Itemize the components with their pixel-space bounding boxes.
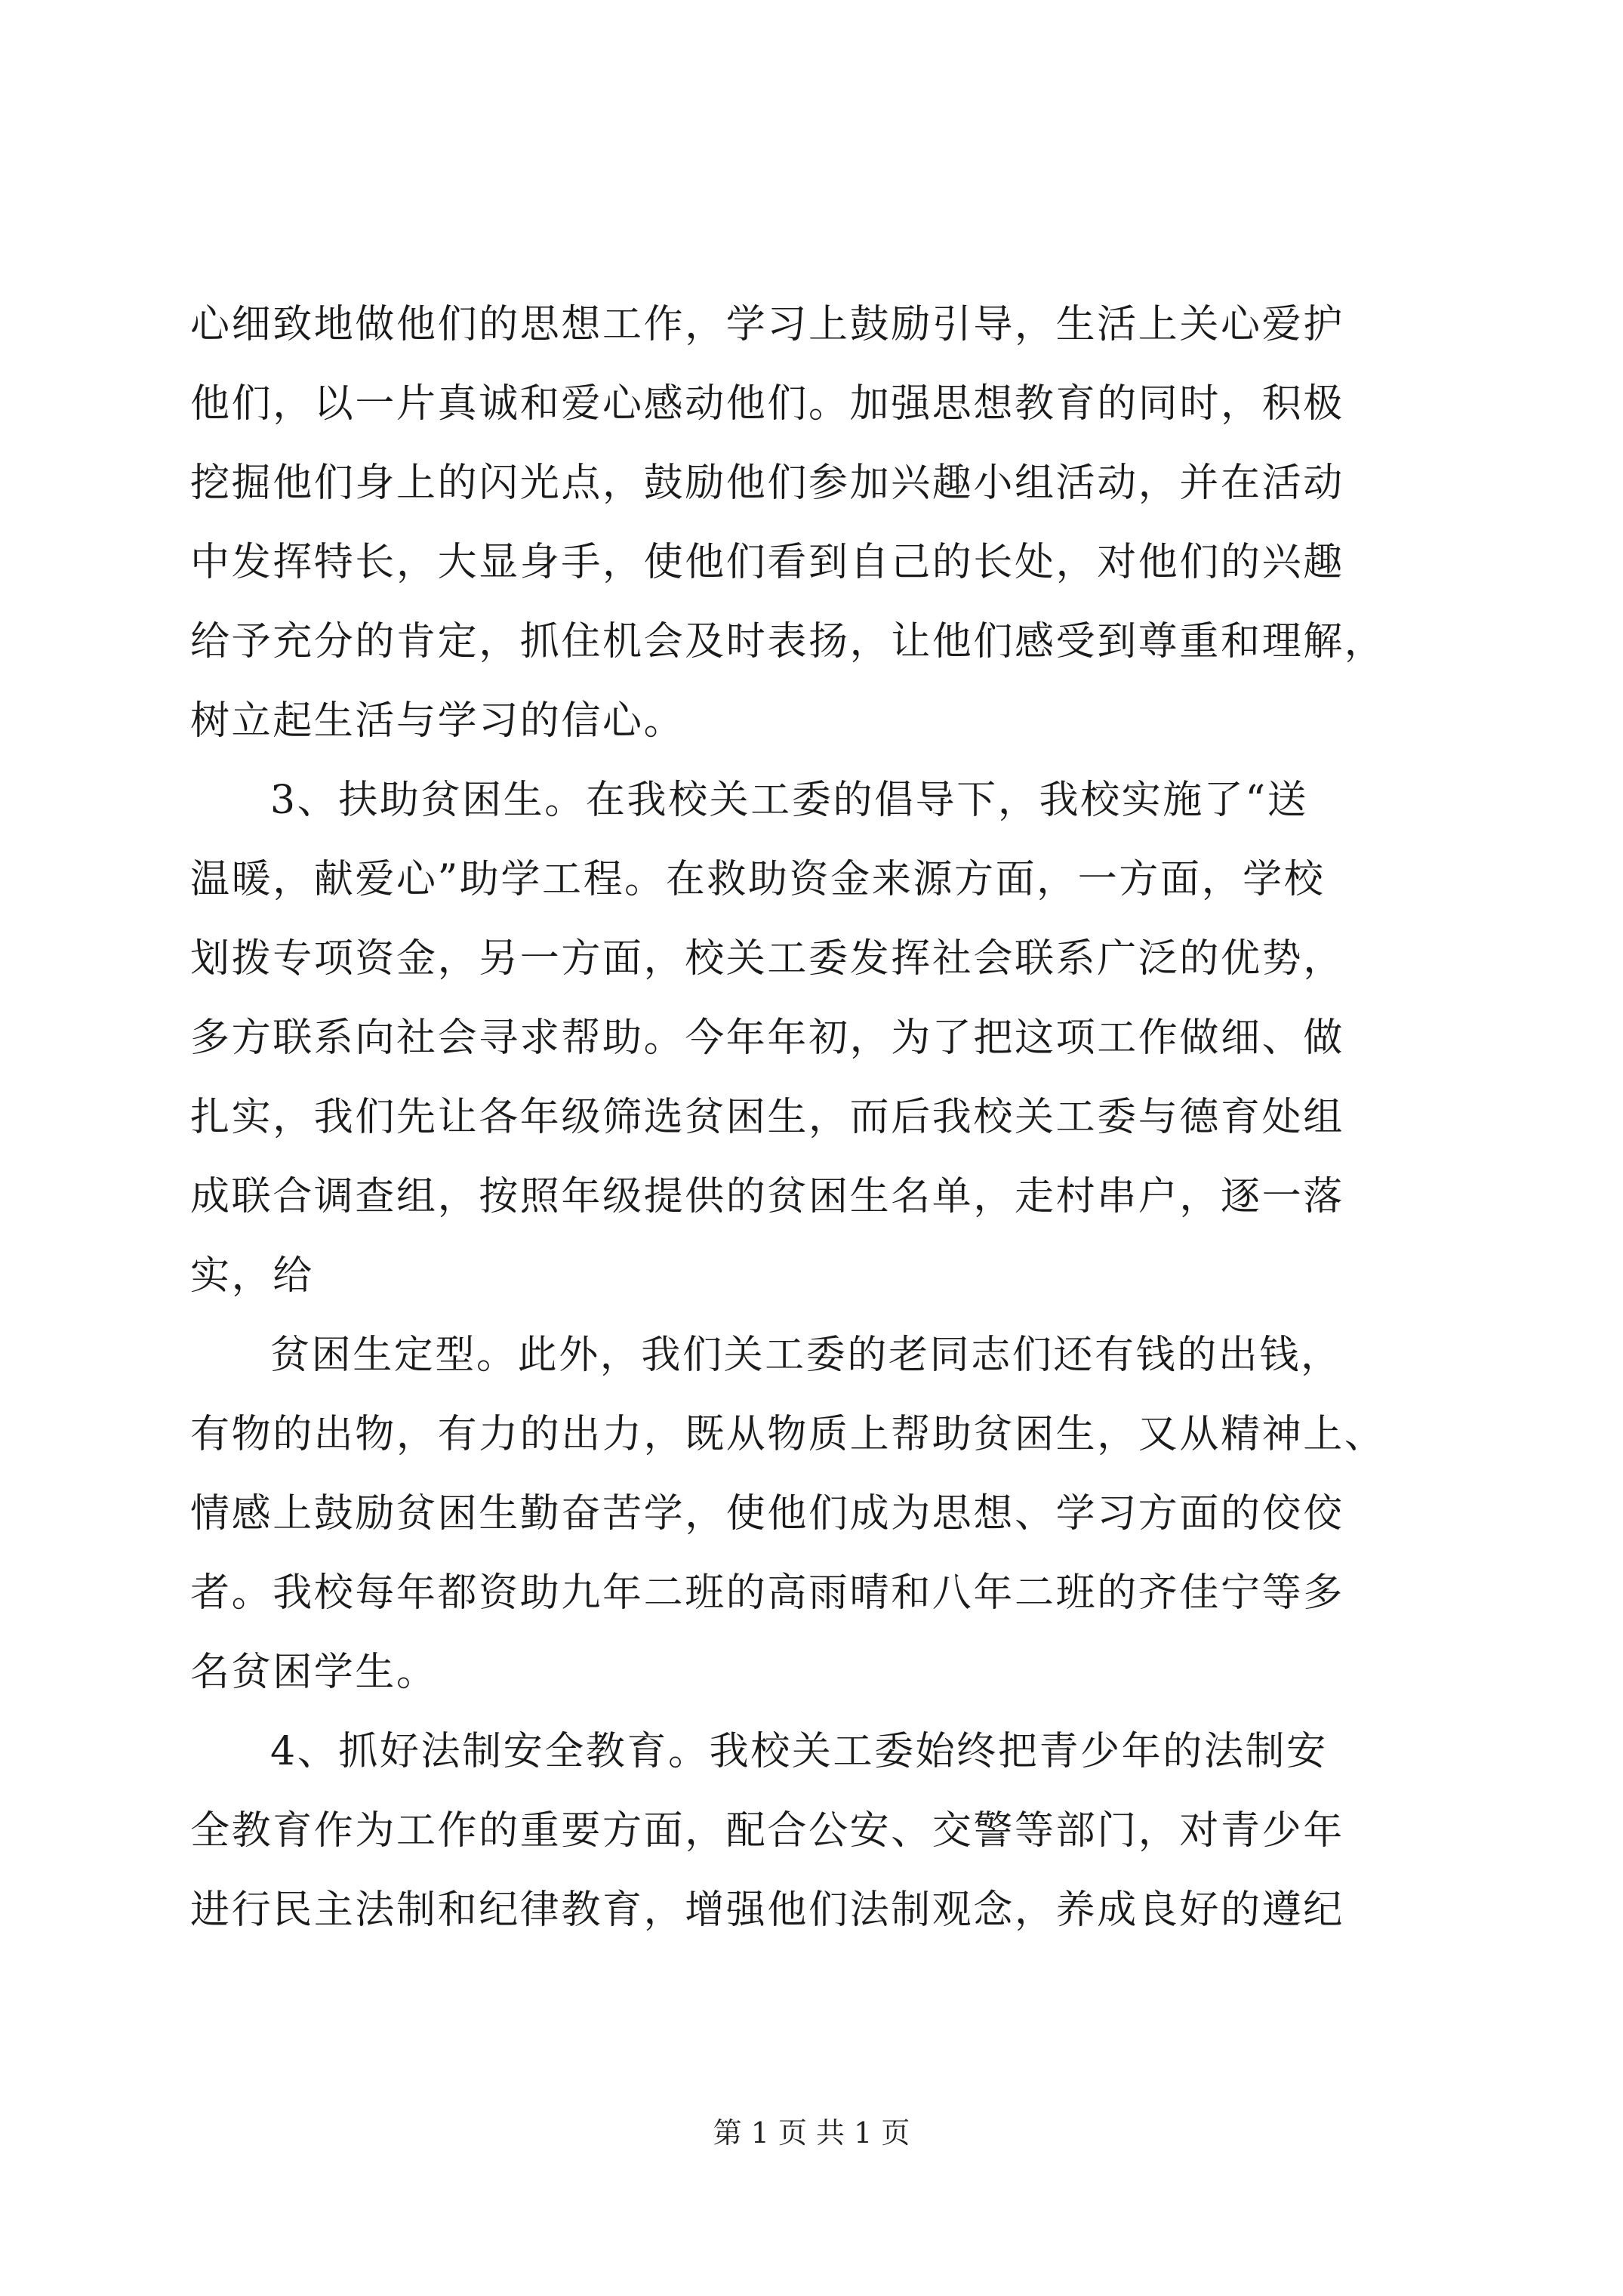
text-line: 他们，以一片真诚和爱心感动他们。加强思想教育的同时，积极 (190, 381, 1344, 427)
text-line: 中发挥特长，大显身手，使他们看到自己的长处，对他们的兴趣 (190, 540, 1344, 585)
text-line: 情感上鼓励贫困生勤奋苦学，使他们成为思想、学习方面的佼佼 (190, 1491, 1344, 1536)
text-line: 树立起生活与学习的信心。 (190, 698, 685, 744)
text-line: 有物的出物，有力的出力，既从物质上帮助贫困生，又从精神上、 (190, 1412, 1386, 1457)
text-line: 成联合调查组，按照年级提供的贫困生名单，走村串户，逐一落 (190, 1174, 1344, 1219)
text-line: 全教育作为工作的重要方面，配合公安、交警等部门，对青少年 (190, 1808, 1344, 1854)
text-line: 3、扶助贫困生。在我校关工委的倡导下，我校实施了“送 (270, 778, 1309, 823)
text-line: 者。我校每年都资助九年二班的高雨晴和八年二班的齐佳宁等多 (190, 1570, 1344, 1616)
text-line: 心细致地做他们的思想工作，学习上鼓励引导，生活上关心爱护 (190, 302, 1344, 347)
text-line: 温暖，献爱心”助学工程。在救助资金来源方面，一方面，学校 (190, 857, 1326, 902)
text-line: 划拨专项资金，另一方面，校关工委发挥社会联系广泛的优势， (190, 936, 1344, 982)
text-line: 进行民主法制和纪律教育，增强他们法制观念，养成良好的遵纪 (190, 1888, 1344, 1933)
text-line: 给予充分的肯定，抓住机会及时表扬，让他们感受到尊重和理解， (190, 619, 1386, 664)
page-footer: 第 1 页 共 1 页 (713, 2116, 910, 2150)
text-line: 挖掘他们身上的闪光点，鼓励他们参加兴趣小组活动，并在活动 (190, 461, 1344, 506)
text-line: 4、抓好法制安全教育。我校关工委始终把青少年的法制安 (270, 1729, 1328, 1774)
text-line: 多方联系向社会寻求帮助。今年年初，为了把这项工作做细、做 (190, 1015, 1344, 1061)
body-text (190, 285, 1436, 1950)
text-line: 名贫困学生。 (190, 1650, 438, 1695)
text-line: 实，给 (190, 1253, 314, 1299)
text-line: 贫困生定型。此外，我们关工委的老同志们还有钱的出钱， (270, 1333, 1342, 1378)
text-line: 扎实，我们先让各年级筛选贫困生，而后我校关工委与德育处组 (190, 1095, 1344, 1140)
